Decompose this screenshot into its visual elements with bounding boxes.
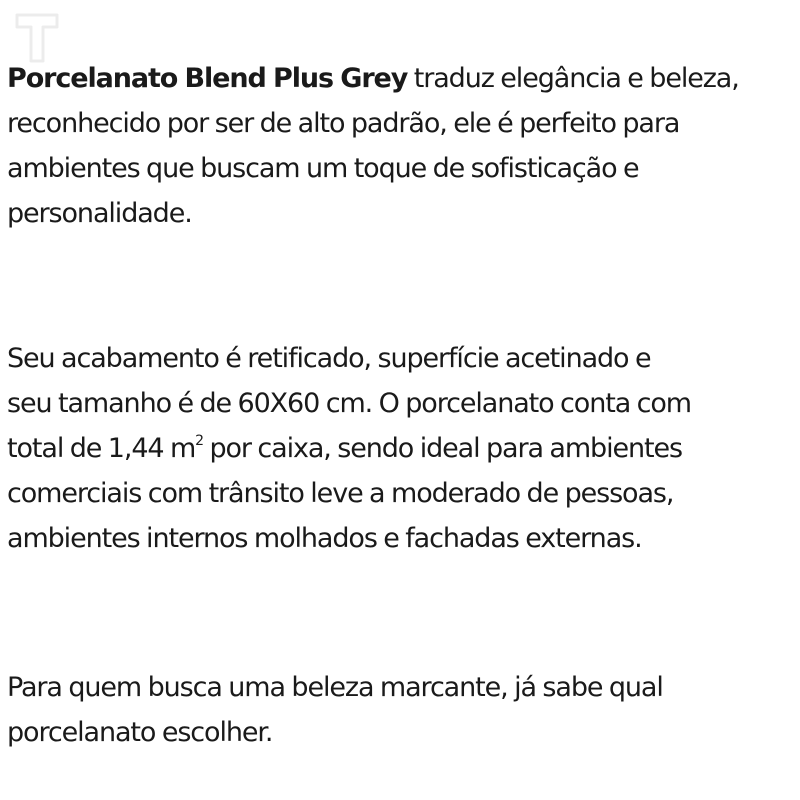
product-name: Porcelanato Blend Plus Grey [7, 63, 408, 94]
text-line: seu tamanho é de 60X60 cm. O porcelanato conta com [7, 388, 692, 419]
text-line: comerciais com trânsito leve a moderado de pessoas, [7, 478, 674, 509]
superscript: 2 [195, 433, 203, 449]
text-line: reconhecido por ser de alto padrão, ele é perfeito para [7, 108, 680, 139]
closing-paragraph [7, 665, 793, 755]
text-line: ambientes que buscam um toque de sofisticação e [7, 153, 639, 184]
text-segment: traduz elegância e beleza, [407, 63, 739, 94]
text-segment: por caixa, sendo ideal para ambientes [202, 433, 682, 464]
text-line: porcelanato escolher. [7, 717, 273, 748]
text-line: Seu acabamento é retificado, superfície acetinado e [7, 343, 651, 374]
text-line: ambientes internos molhados e fachadas externas. [7, 523, 642, 554]
text-line: Para quem busca uma beleza marcante, já sabe qual [7, 672, 663, 703]
text-line: personalidade. [7, 198, 192, 229]
text-line [7, 56, 793, 101]
intro-paragraph [7, 56, 793, 236]
specs-paragraph [7, 336, 793, 561]
text-line [7, 426, 793, 471]
text-segment: total de 1,44 m [7, 433, 196, 464]
